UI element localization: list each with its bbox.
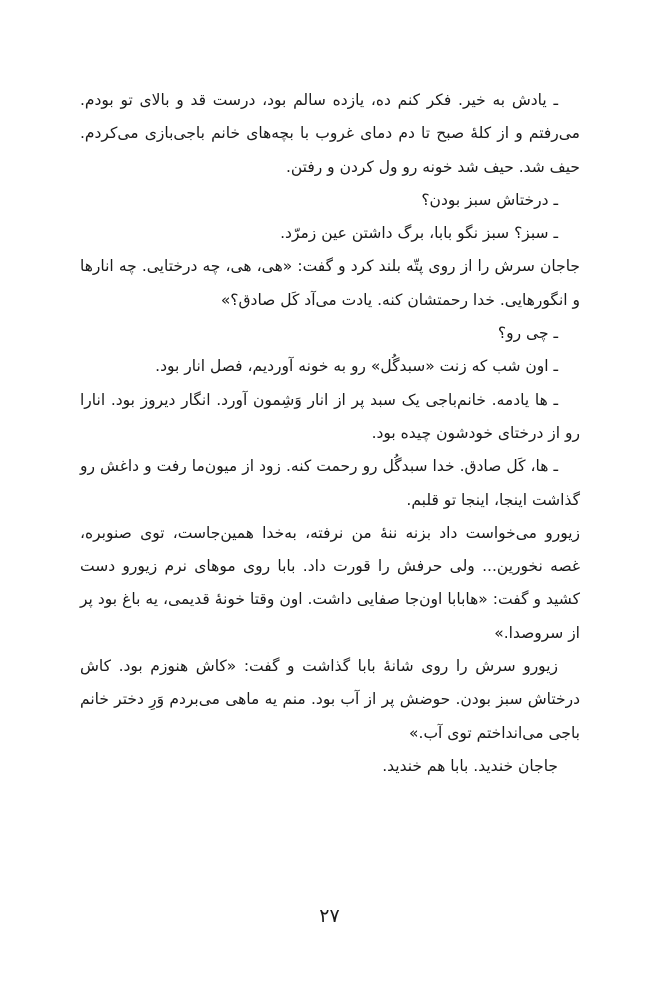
- paragraph: جاجان سرش را از روی پتّه بلند کرد و گفت: «هی، هی، چه درختایی. چه انارها و انگورهایی. خدا رحمتشان کنه. یادت می‌آد کَل صادق؟»: [80, 257, 580, 309]
- paragraph: ـ یادش به خیر. فکر کنم ده، یازده سالم بود، درست قد و بالای تو بودم. می‌رفتم و از کلهٔ صبح تا دم دمای غروب با بچه‌های خانم باجی‌بازی می‌کردم. حیف شد. حیف شد خونه رو ول کردن و رفتن.: [80, 91, 580, 176]
- paragraph: جاجان خندید. بابا هم خندید.: [382, 756, 558, 775]
- paragraph: ـ سبز؟ سبز نگو بابا، برگ داشتن عین زمرّد.: [280, 224, 558, 243]
- paragraph: ـ چی رو؟: [497, 324, 558, 343]
- body-text: [80, 84, 580, 783]
- paragraph: ـ درختاش سبز بودن؟: [421, 190, 558, 209]
- page-number: ۲۷: [319, 905, 340, 927]
- paragraph: ـ اون شب که زنت «سبدگُل» رو به خونه آوردیم، فصل انار بود.: [155, 357, 558, 376]
- paragraph: زیورو سرش را روی شانهٔ بابا گذاشت و گفت: «کاش هنوزم بود. کاش درختاش سبز بودن. حوضش پر از آب بود. منم یه ماهی می‌بردم وَرِ دختر خانم باجی می‌انداختم توی آب.»: [80, 657, 580, 742]
- paragraph: زیورو می‌خواست داد بزنه ننهٔ من نرفته، به‌خدا همین‌جاست، توی صنوبره، غصه نخورین... ولی حرفش را قورت داد. بابا روی موهای نرم زیورو دست کشید و گفت: «ها‌بابا اون‌جا صفایی داشت. اون وقتا خونهٔ قدیمی، یه باغ بود پر از سروصدا.»: [80, 523, 580, 642]
- paragraph: ـ ها یادمه. خانم‌باجی یک سبد پر از انار وَشِمون آورد. انگار دیروز بود. انارا رو از درختای خودشون چیده بود.: [80, 390, 580, 442]
- paragraph: ـ ها، کَل صادق. خدا سبدگُل رو رحمت کنه. زود از میون‌ما رفت و داغش رو گذاشت اینجا، اینجا تو قلبم.: [80, 457, 580, 509]
